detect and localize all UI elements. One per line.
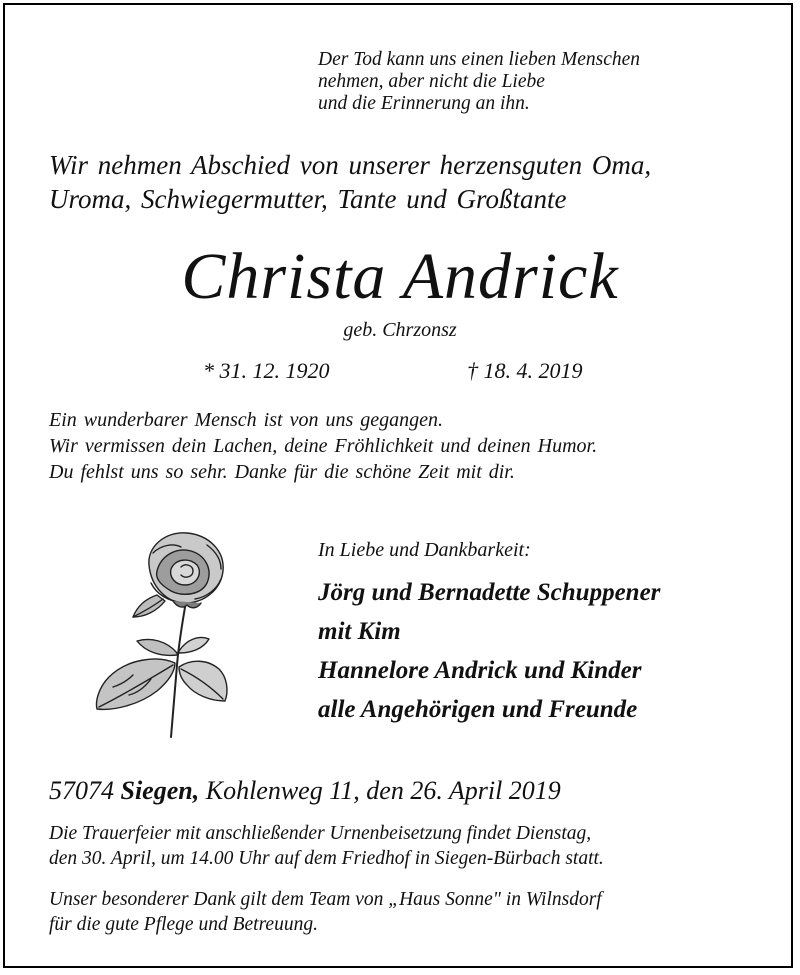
motto-quote — [318, 49, 640, 115]
mourner-line: Hannelore Andrick und Kinder — [318, 657, 642, 684]
gratitude-line: Unser besonderer Dank gilt dem Team von „Haus Sonne" in Wilnsdorf — [49, 889, 602, 910]
tribute-line: Wir vermissen dein Lachen, deine Fröhlichkeit und deinen Humor. — [49, 435, 598, 457]
intro-line: Uroma, Schwiegermutter, Tante und Großtante — [49, 184, 567, 214]
death-date: † 18. 4. 2019 — [467, 358, 583, 383]
mourner-line: alle Angehörigen und Freunde — [318, 696, 638, 723]
mourner-line: Jörg und Bernadette Schuppener — [318, 579, 661, 606]
obituary-card — [3, 3, 793, 968]
funeral-line: Die Trauerfeier mit anschließender Urnenbeisetzung findet Dienstag, — [49, 823, 592, 844]
birth-name: geb. Chrzonsz — [343, 319, 457, 341]
deceased-name: Christa Andrick — [181, 240, 619, 313]
mourners-list — [318, 573, 660, 729]
motto-line: nehmen, aber nicht die Liebe — [318, 71, 545, 92]
postal-code: 57074 — [49, 776, 114, 805]
motto-line: Der Tod kann uns einen lieben Menschen — [318, 49, 641, 70]
birth-date: * 31. 12. 1920 — [203, 358, 330, 383]
intro-line: Wir nehmen Abschied von unserer herzensguten Oma, — [49, 150, 652, 180]
tribute-line: Ein wunderbarer Mensch ist von uns gegangen. — [49, 409, 443, 431]
tribute-line: Du fehlst uns so sehr. Danke für die schöne Zeit mit dir. — [49, 461, 515, 483]
gratitude-line: für die gute Pflege und Betreuung. — [49, 914, 318, 935]
mourner-line: mit Kim — [318, 618, 401, 645]
thanks-label: In Liebe und Dankbarkeit: — [318, 539, 531, 561]
tribute-text — [49, 407, 597, 485]
address-date: Kohlenweg 11, den 26. April 2019 — [205, 776, 561, 805]
rose-illustration — [87, 525, 237, 740]
motto-line: und die Erinnerung an ihn. — [318, 93, 530, 114]
gratitude-note — [49, 887, 602, 937]
farewell-intro — [49, 148, 651, 216]
place-and-date — [49, 775, 561, 807]
funeral-notice — [49, 821, 604, 871]
city-name: Siegen, — [120, 776, 200, 805]
funeral-line: den 30. April, um 14.00 Uhr auf dem Friedhof in Siegen-Bürbach statt. — [49, 848, 604, 869]
